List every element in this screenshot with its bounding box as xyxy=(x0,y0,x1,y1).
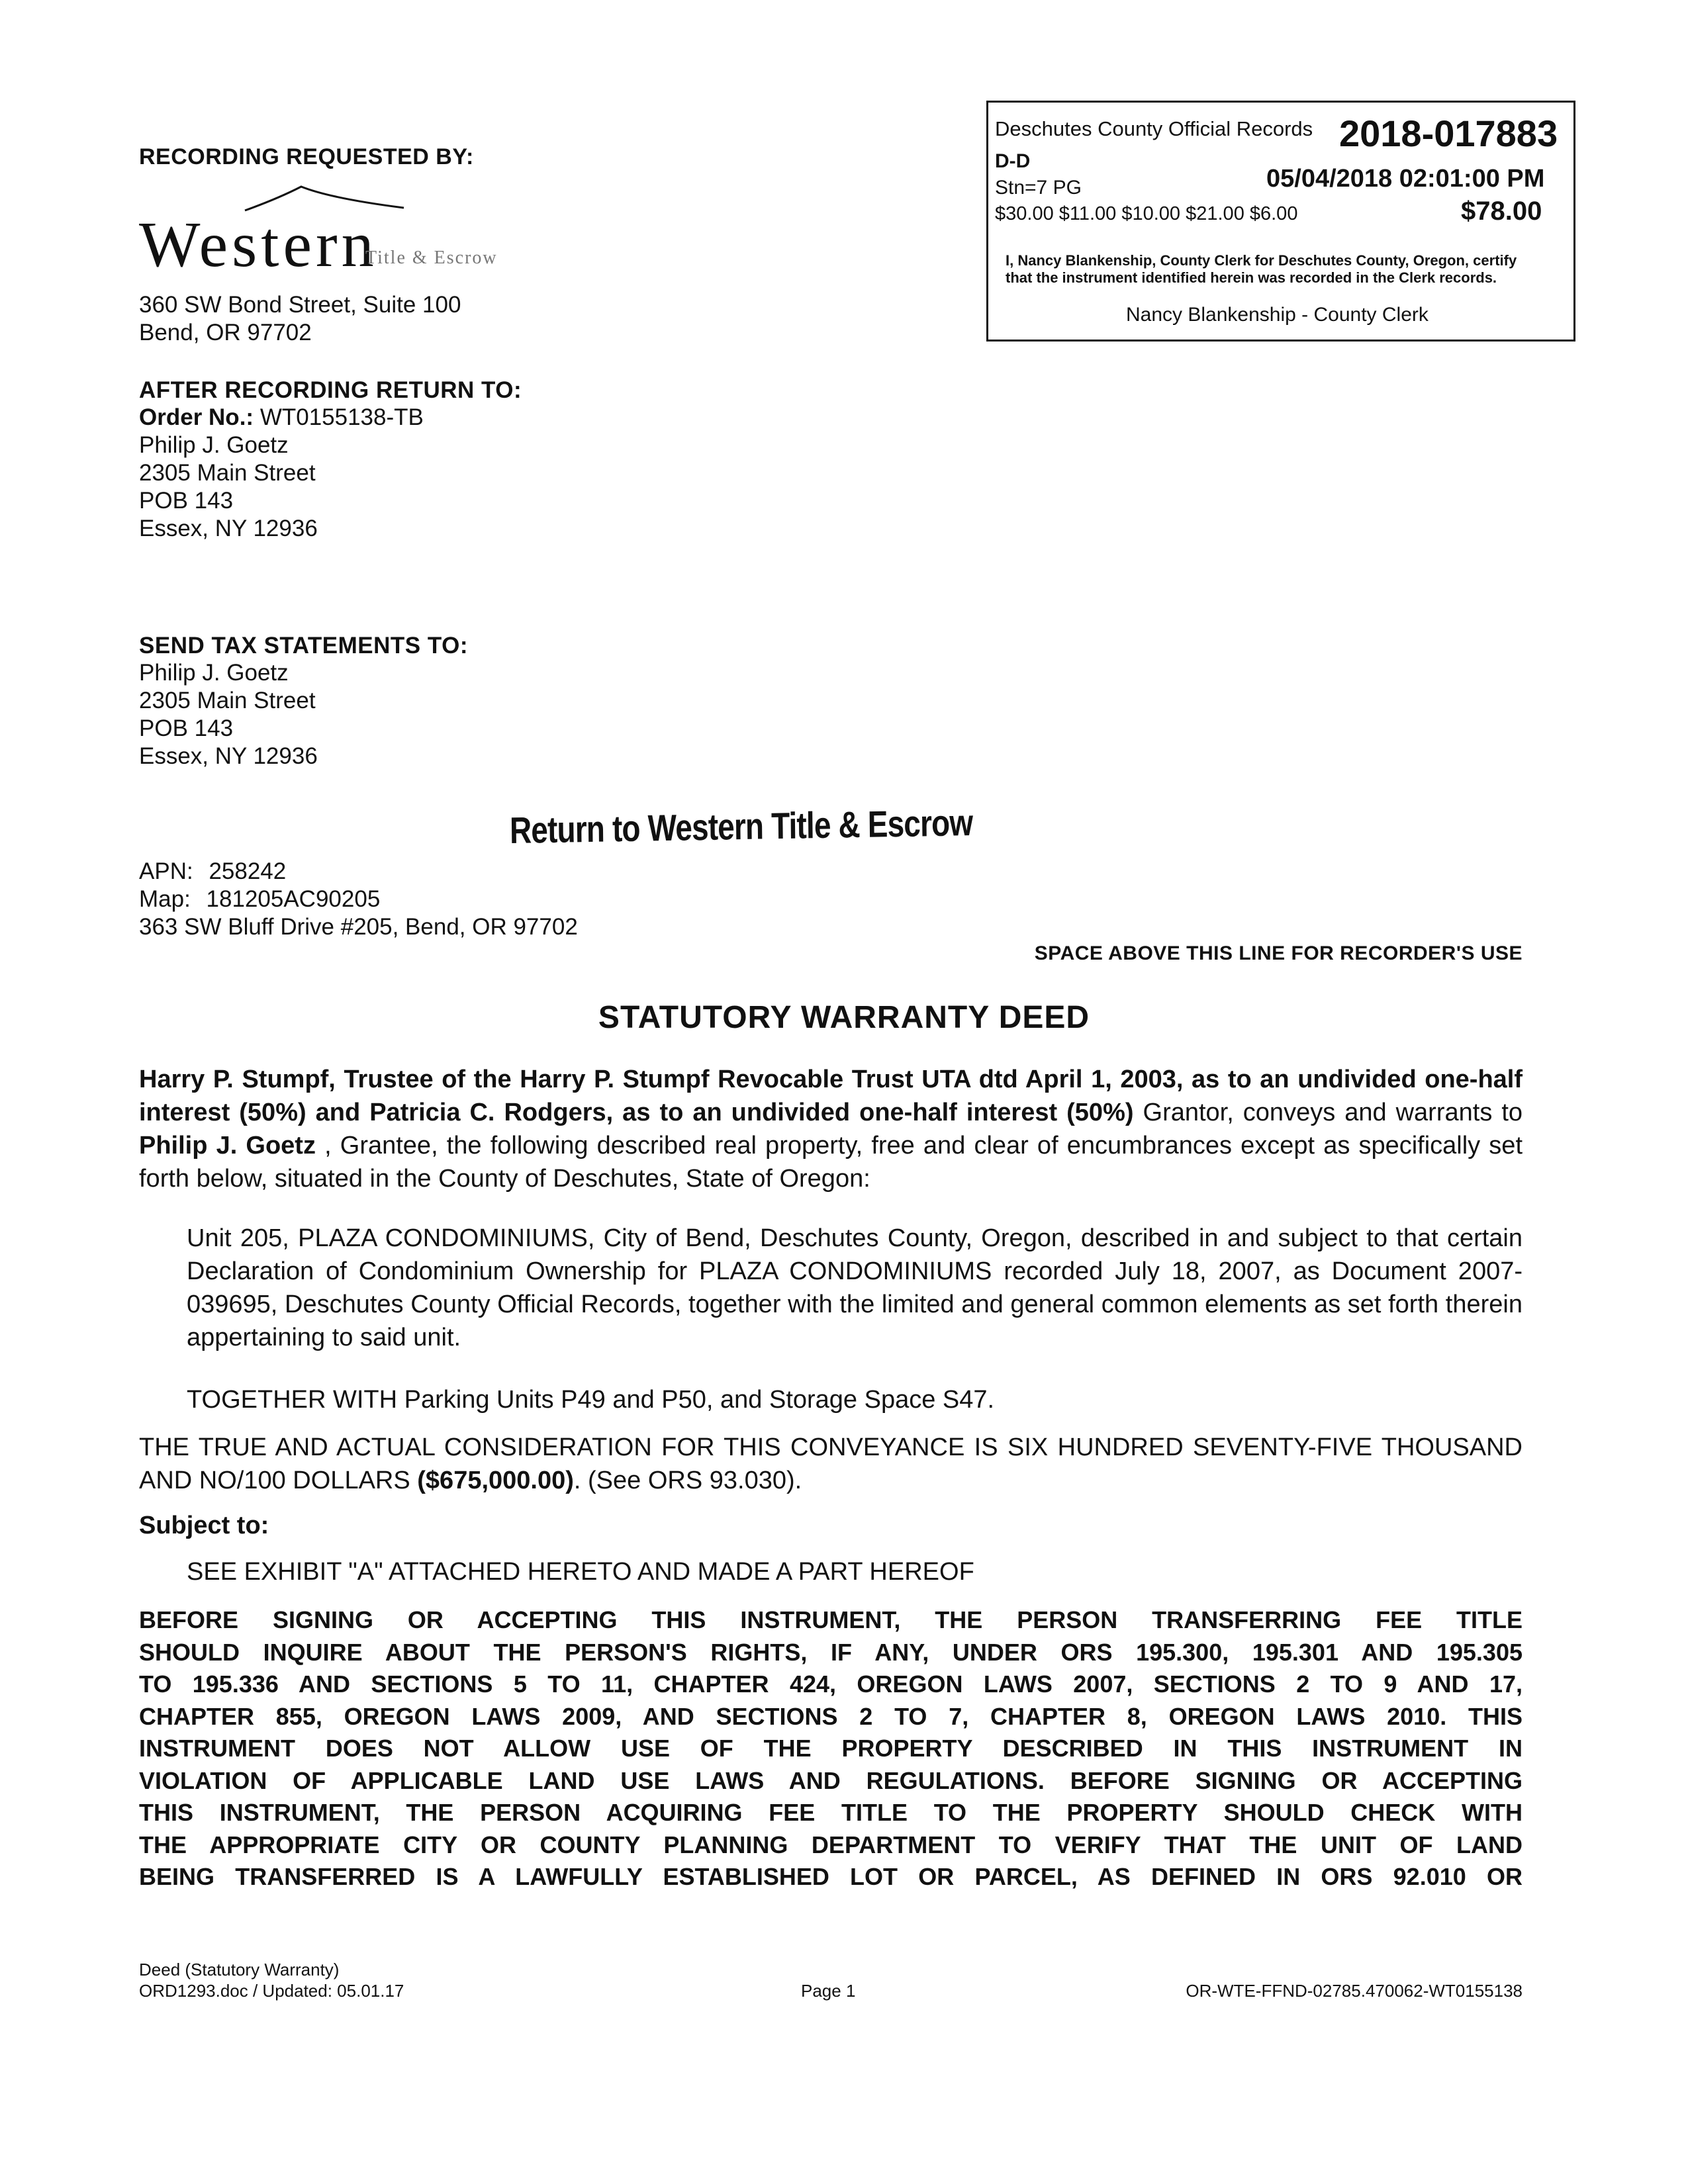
warning-line: SHOULD INQUIRE ABOUT THE PERSON'S RIGHTS, IF ANY, UNDER ORS 195.300, 195.301 AND 195.305 xyxy=(139,1638,1523,1666)
official-records-label: Deschutes County Official Records xyxy=(995,117,1313,140)
warning-line: BEFORE SIGNING OR ACCEPTING THIS INSTRUMENT, THE PERSON TRANSFERRING FEE TITLE xyxy=(139,1606,1523,1633)
requester-address xyxy=(139,291,461,347)
warning-line: BEING TRANSFERRED IS A LAWFULLY ESTABLISHED LOT OR PARCEL, AS DEFINED IN ORS 92.010 OR xyxy=(139,1863,1523,1890)
grantee-name: Philip J. Goetz xyxy=(139,1132,316,1160)
return-pob: POB 143 xyxy=(139,488,234,514)
requester-street: 360 SW Bond Street, Suite 100 xyxy=(139,292,461,318)
subject-to-label: Subject to: xyxy=(139,1512,269,1539)
legal-description: Unit 205, PLAZA CONDOMINIUMS, City of Bend, Deschutes County, Oregon, described in and subject to that certain Declaration of Condominium Ownership for PLAZA CONDOMINIUMS recorded July 18, 2007, as Document 2007-039695, Deschutes County Official Records, together with the limited and general common elements as set forth therein appertaining to said unit. xyxy=(187,1224,1523,1351)
return-to-stamp: Return to Western Title & Escrow xyxy=(509,801,973,851)
tax-pob: POB 143 xyxy=(139,715,234,741)
record-number: 2018-017883 xyxy=(1339,113,1558,154)
tax-statements-heading: SEND TAX STATEMENTS TO: xyxy=(139,633,468,659)
return-to-block xyxy=(139,377,522,543)
map-value: 181205AC90205 xyxy=(206,886,381,912)
property-identifiers xyxy=(139,858,578,941)
land-use-warning xyxy=(139,1604,1523,1893)
map-line xyxy=(139,886,578,913)
footer-form-info xyxy=(139,1959,404,2001)
warning-line: THIS INSTRUMENT, THE PERSON ACQUIRING FEE TITLE TO THE PROPERTY SHOULD CHECK WITH xyxy=(139,1799,1523,1826)
consideration-amount: ($675,000.00) xyxy=(417,1467,574,1494)
together-with-line: TOGETHER WITH Parking Units P49 and P50, and Storage Space S47. xyxy=(187,1386,995,1414)
grant-text-2: , Grantee, the following described real property, free and clear of encumbrances except as specifically set forth below, situated in the County of Deschutes, State of Oregon: xyxy=(139,1132,1523,1193)
warning-line: TO 195.336 AND SECTIONS 5 TO 11, CHAPTER 424, OREGON LAWS 2007, SECTIONS 2 TO 9 AND 17, xyxy=(139,1670,1523,1698)
return-to-heading: AFTER RECORDING RETURN TO: xyxy=(139,377,522,403)
return-name: Philip J. Goetz xyxy=(139,432,289,458)
grant-text-1: Grantor, conveys and warrants to xyxy=(1133,1099,1523,1126)
consideration-statement xyxy=(139,1431,1523,1497)
recording-requested-heading: RECORDING REQUESTED BY: xyxy=(139,144,474,169)
apn-label: APN: xyxy=(139,858,193,884)
fee-breakdown: $30.00 $11.00 $10.00 $21.00 $6.00 xyxy=(995,203,1298,224)
western-logo xyxy=(139,173,549,286)
order-label: Order No.: xyxy=(139,404,254,430)
logo-wordmark: Western xyxy=(139,209,378,281)
warning-line: INSTRUMENT DOES NOT ALLOW USE OF THE PROPERTY DESCRIBED IN THIS INSTRUMENT IN xyxy=(139,1735,1523,1762)
requester-city: Bend, OR 97702 xyxy=(139,320,312,345)
apn-line xyxy=(139,858,578,886)
deed-title: STATUTORY WARRANTY DEED xyxy=(598,1000,1090,1035)
tax-statements-block xyxy=(139,633,468,770)
clerk-certification: I, Nancy Blankenship, County Clerk for Deschutes County, Oregon, certify that the instrument identified herein was recorded in the Clerk records. xyxy=(1006,252,1517,286)
footer-page-number: Page 1 xyxy=(801,1981,856,2001)
exhibit-reference: SEE EXHIBIT "A" ATTACHED HERETO AND MADE A PART HEREOF xyxy=(187,1558,974,1586)
consideration-text-1: THE TRUE AND ACTUAL CONSIDERATION FOR THIS CONVEYANCE IS SIX HUNDRED SEVENTY-FIVE THOUSAND AND NO/100 DOLLARS xyxy=(139,1433,1523,1494)
granting-clause xyxy=(139,1063,1523,1195)
grantor-names: Harry P. Stumpf, Trustee of the Harry P. Stumpf Revocable Trust UTA dtd April 1, 2003, as to an undivided one-half interest (50%) and Patricia C. Rodgers, as to an undivided one-half interest (50%) xyxy=(139,1066,1523,1126)
order-number-line xyxy=(139,404,522,432)
tax-street: 2305 Main Street xyxy=(139,688,316,713)
clerk-name: Nancy Blankenship - County Clerk xyxy=(1126,304,1429,326)
warning-line: VIOLATION OF APPLICABLE LAND USE LAWS AND REGULATIONS. BEFORE SIGNING OR ACCEPTING xyxy=(139,1766,1523,1794)
warning-line: CHAPTER 855, OREGON LAWS 2009, AND SECTIONS 2 TO 7, CHAPTER 8, OREGON LAWS 2010. THIS xyxy=(139,1702,1523,1730)
document-type: D-D xyxy=(995,150,1031,172)
apn-value: 258242 xyxy=(209,858,287,884)
order-number: WT0155138-TB xyxy=(259,404,424,430)
return-city: Essex, NY 12936 xyxy=(139,516,318,541)
record-datetime: 05/04/2018 02:01:00 PM xyxy=(1266,165,1545,193)
tax-city: Essex, NY 12936 xyxy=(139,743,318,769)
map-label: Map: xyxy=(139,886,191,912)
tax-name: Philip J. Goetz xyxy=(139,660,289,686)
station-page: Stn=7 PG xyxy=(995,177,1082,199)
footer-form-name: Deed (Statutory Warranty) xyxy=(139,1960,340,1979)
recorder-stamp-box xyxy=(986,101,1575,341)
logo-subtitle: Title & Escrow xyxy=(365,248,498,268)
footer-file-reference: OR-WTE-FFND-02785.470062-WT0155138 xyxy=(1186,1981,1523,2001)
fee-total: $78.00 xyxy=(1461,197,1542,226)
warning-line: THE APPROPRIATE CITY OR COUNTY PLANNING DEPARTMENT TO VERIFY THAT THE UNIT OF LAND xyxy=(139,1831,1523,1858)
return-street: 2305 Main Street xyxy=(139,460,316,486)
property-address: 363 SW Bluff Drive #205, Bend, OR 97702 xyxy=(139,914,578,940)
footer-form-id: ORD1293.doc / Updated: 05.01.17 xyxy=(139,1981,404,2001)
recorder-use-line: SPACE ABOVE THIS LINE FOR RECORDER'S USE xyxy=(1034,942,1523,964)
consideration-text-2: . (See ORS 93.030). xyxy=(573,1467,802,1494)
